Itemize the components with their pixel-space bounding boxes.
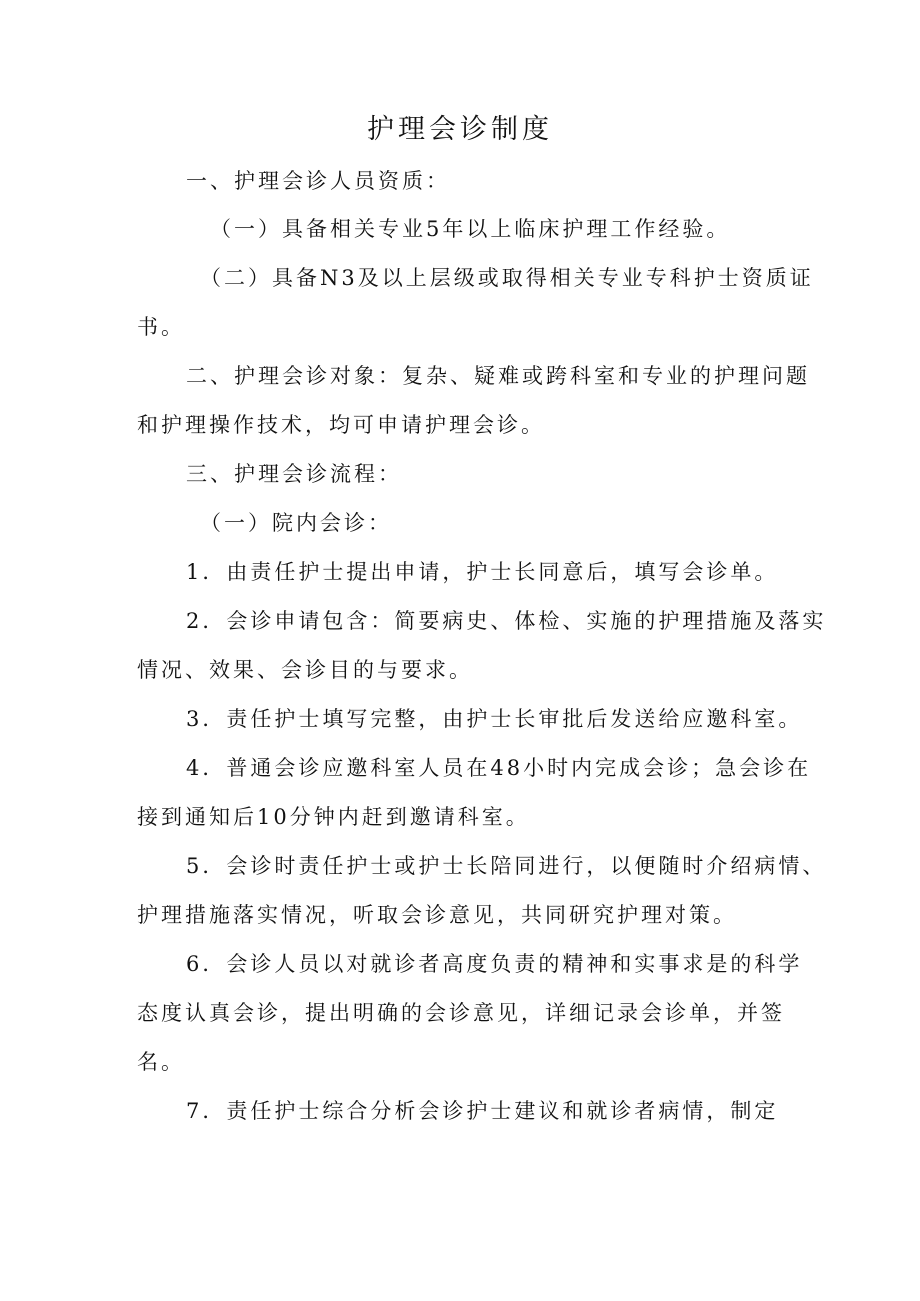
paragraph-line: 名。 xyxy=(137,1050,185,1074)
paragraph-line: 和护理操作技术，均可申请护理会诊。 xyxy=(137,413,545,437)
list-item: 1．由责任护士提出申请，护士长同意后，填写会诊单。 xyxy=(186,560,779,584)
list-item: 3．责任护士填写完整，由护士长审批后发送给应邀科室。 xyxy=(186,707,803,731)
paragraph-line: （一）具备相关专业5年以上临床护理工作经验。 xyxy=(210,217,731,241)
paragraph-line: 接到通知后10分钟内赶到邀请科室。 xyxy=(137,805,530,829)
paragraph-line: 情况、效果、会诊目的与要求。 xyxy=(137,658,473,682)
list-item: 2．会诊申请包含：简要病史、体检、实施的护理措施及落实 xyxy=(186,609,827,633)
page-title: 护理会诊制度 xyxy=(367,114,553,145)
paragraph-line: 书。 xyxy=(137,315,185,339)
list-item: 7．责任护士综合分析会诊护士建议和就诊者病情，制定 xyxy=(186,1099,779,1123)
list-item: 5．会诊时责任护士或护士长陪同进行，以便随时介绍病情、 xyxy=(186,854,827,878)
paragraph-line: 态度认真会诊，提出明确的会诊意见，详细记录会诊单，并签 xyxy=(137,1001,785,1025)
subsection-heading: （一）院内会诊： xyxy=(200,511,392,535)
section-heading-2: 二、护理会诊对象：复杂、疑难或跨科室和专业的护理问题 xyxy=(186,364,810,388)
list-item: 4．普通会诊应邀科室人员在48小时内完成会诊；急会诊在 xyxy=(186,756,812,780)
section-heading-1: 一、护理会诊人员资质： xyxy=(186,169,450,193)
paragraph-line: 护理措施落实情况，听取会诊意见，共同研究护理对策。 xyxy=(137,903,737,927)
list-item: 6．会诊人员以对就诊者高度负责的精神和实事求是的科学 xyxy=(186,952,803,976)
paragraph-line: （二）具备N3及以上层级或取得相关专业专科护士资质证 xyxy=(200,266,814,290)
section-heading-3: 三、护理会诊流程： xyxy=(186,462,402,486)
